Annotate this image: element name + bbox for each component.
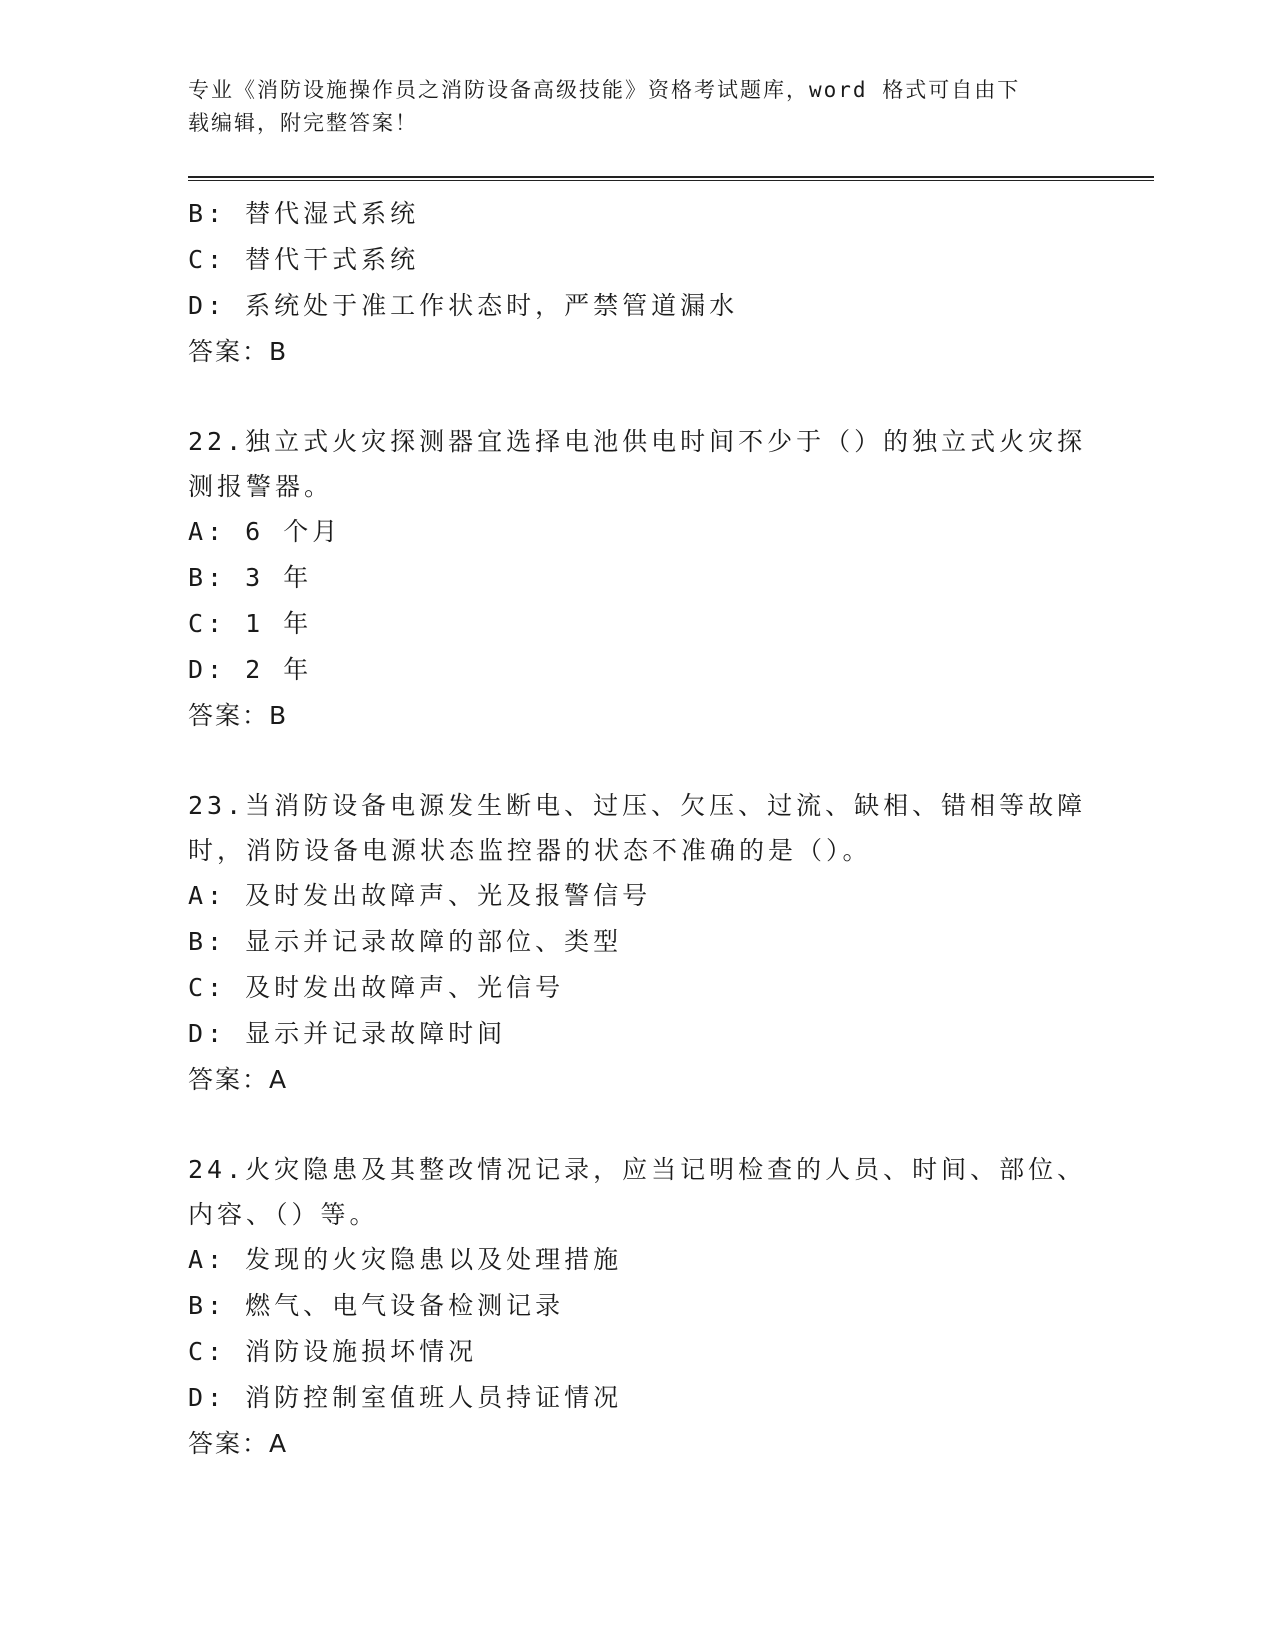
question-23 — [188, 783, 1088, 1103]
option-c: C: 替代干式系统 — [188, 245, 420, 274]
question-22 — [188, 419, 1088, 739]
header-divider — [188, 176, 1154, 181]
spacer — [188, 739, 1088, 783]
option-d: D: 显示并记录故障时间 — [188, 1019, 507, 1048]
question-stem-line-2: 内容、（）等。 — [188, 1200, 379, 1229]
header-line-2: 载编辑，附完整答案！ — [188, 111, 418, 135]
option-a: A: 发现的火灾隐患以及处理措施 — [188, 1245, 623, 1274]
option-d: D: 消防控制室值班人员持证情况 — [188, 1383, 623, 1412]
option-c: C: 消防设施损坏情况 — [188, 1337, 478, 1366]
question-continued — [188, 191, 1088, 375]
option-b: B: 显示并记录故障的部位、类型 — [188, 927, 623, 956]
question-stem-line-1: 23.当消防设备电源发生断电、过压、欠压、过流、缺相、错相等故障 — [188, 791, 1087, 820]
document-header — [188, 74, 1068, 140]
option-d: D: 2 年 — [188, 655, 313, 684]
question-stem-line-2: 测报警器。 — [188, 472, 334, 501]
option-a: A: 6 个月 — [188, 517, 342, 546]
question-stem-line-1: 22.独立式火灾探测器宜选择电池供电时间不少于（）的独立式火灾探 — [188, 427, 1087, 456]
option-b: B: 3 年 — [188, 563, 313, 592]
question-stem-line-2: 时，消防设备电源状态监控器的状态不准确的是（）。 — [188, 836, 872, 865]
question-24 — [188, 1147, 1088, 1467]
answer-line: 答案：A — [188, 1429, 289, 1458]
spacer — [188, 1103, 1088, 1147]
option-a: A: 及时发出故障声、光及报警信号 — [188, 881, 652, 910]
answer-line: 答案：B — [188, 701, 289, 730]
option-b: B: 替代湿式系统 — [188, 199, 420, 228]
question-stem-line-1: 24.火灾隐患及其整改情况记录，应当记明检查的人员、时间、部位、 — [188, 1155, 1087, 1184]
option-d: D: 系统处于准工作状态时，严禁管道漏水 — [188, 291, 739, 320]
option-b: B: 燃气、电气设备检测记录 — [188, 1291, 565, 1320]
answer-line: 答案：B — [188, 337, 289, 366]
option-c: C: 1 年 — [188, 609, 313, 638]
spacer — [188, 375, 1088, 419]
option-c: C: 及时发出故障声、光信号 — [188, 973, 565, 1002]
header-line-1: 专业《消防设施操作员之消防设备高级技能》资格考试题库，word 格式可自由下 — [188, 78, 1021, 102]
answer-line: 答案：A — [188, 1065, 289, 1094]
question-list — [188, 191, 1088, 1467]
